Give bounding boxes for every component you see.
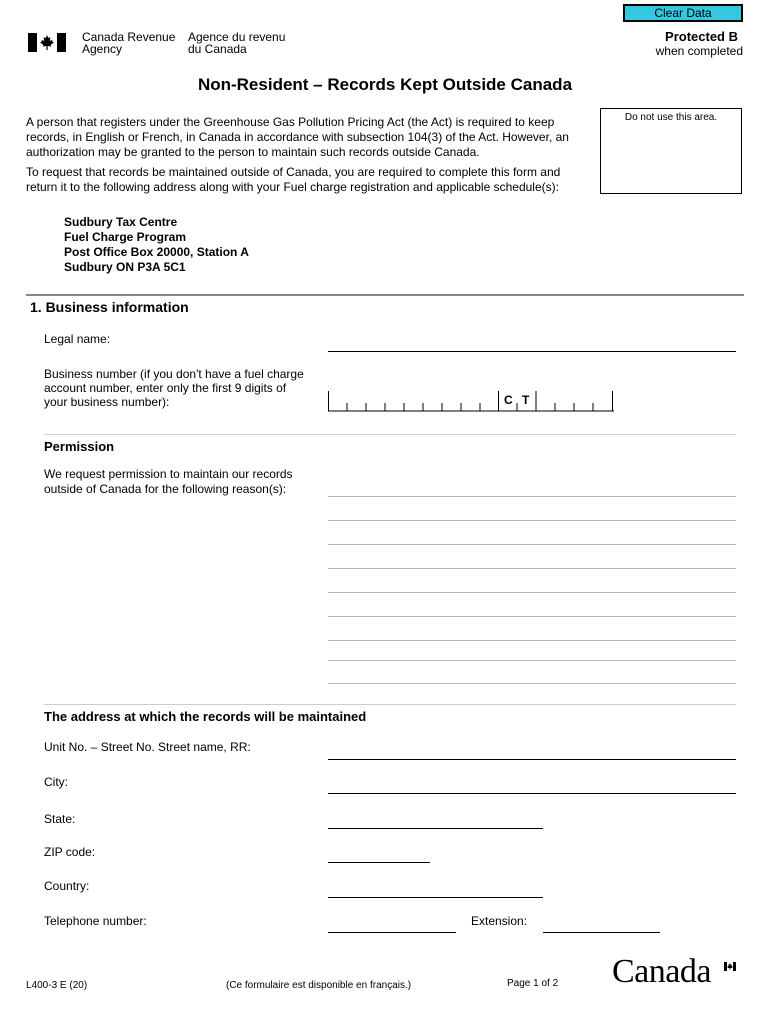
permission-heading: Permission <box>44 439 115 454</box>
protected-label: Protected B <box>665 29 738 44</box>
legal-name-label: Legal name: <box>44 332 111 346</box>
page-number: Page 1 of 2 <box>507 978 559 989</box>
city-field[interactable] <box>328 793 736 794</box>
section-1-heading: 1. Business information <box>30 299 189 315</box>
reason-line-4[interactable] <box>328 568 736 569</box>
extension-label: Extension: <box>471 914 528 928</box>
office-use-box <box>600 108 742 194</box>
agency-name-en: Canada Revenue Agency <box>82 30 176 56</box>
street-field[interactable] <box>328 759 736 760</box>
business-number-label: Business number (if you don't have a fuel charge account number, enter only the first 9 digits of your business number): <box>44 367 304 409</box>
form-identifier: L400-3 E (20) <box>26 980 88 991</box>
bn-letter-t: T <box>522 393 530 407</box>
country-field[interactable] <box>328 897 543 898</box>
french-availability-note: (Ce formulaire est disponible en français.) <box>226 980 412 991</box>
telephone-field[interactable] <box>328 932 456 933</box>
reason-line-7[interactable] <box>328 640 736 641</box>
reason-line-6[interactable] <box>328 616 736 617</box>
reason-line-3[interactable] <box>328 544 736 545</box>
reason-line-5[interactable] <box>328 592 736 593</box>
page-title: Non-Resident – Records Kept Outside Canada <box>197 75 573 94</box>
intro-paragraph-1: A person that registers under the Greenhouse Gas Pollution Pricing Act (the Act) is required to keep records, in English or French, in Canada in accordance with subsection 104(3) of the Act. However, an authorization may be granted to the person to maintain such records outside Canada. <box>26 115 569 159</box>
state-label: State: <box>44 812 76 826</box>
canada-wordmark: Canada <box>612 953 711 990</box>
city-label: City: <box>44 775 68 789</box>
address-heading: The address at which the records will be maintained <box>44 709 367 724</box>
reason-line-2[interactable] <box>328 520 736 521</box>
subsection-divider <box>44 434 736 435</box>
permission-reason-label: We request permission to maintain our records outside of Canada for the following reason(s): <box>44 467 293 496</box>
clear-data-button[interactable]: Clear Data <box>623 4 743 22</box>
country-label: Country: <box>44 879 90 893</box>
reason-line-1[interactable] <box>328 496 736 497</box>
subsection-divider-2 <box>44 704 736 705</box>
agency-name-fr: Agence du revenu du Canada <box>188 30 286 56</box>
bn-letter-c: C <box>504 393 513 407</box>
zip-field[interactable] <box>328 862 430 863</box>
intro-paragraph-2: To request that records be maintained outside of Canada, you are required to complete this form and return it to the following address along with your Fuel charge registration and applicable schedule(s): <box>26 165 561 194</box>
office-use-note: Do not use this area. <box>624 112 718 123</box>
telephone-label: Telephone number: <box>44 914 147 928</box>
reason-line-8[interactable] <box>328 660 736 661</box>
street-label: Unit No. – Street No. Street name, RR: <box>44 740 251 754</box>
section-divider <box>26 294 744 296</box>
extension-field[interactable] <box>543 932 660 933</box>
reason-line-9[interactable] <box>328 683 736 684</box>
mailing-address: Sudbury Tax Centre Fuel Charge Program Post Office Box 20000, Station A Sudbury ON P3A 5C1 <box>64 215 249 274</box>
protected-note: when completed <box>655 44 743 58</box>
zip-label: ZIP code: <box>44 845 96 859</box>
state-field[interactable] <box>328 828 543 829</box>
canada-flag-icon <box>28 33 66 52</box>
wordmark-flag-icon <box>724 958 736 967</box>
legal-name-field[interactable] <box>328 351 736 352</box>
